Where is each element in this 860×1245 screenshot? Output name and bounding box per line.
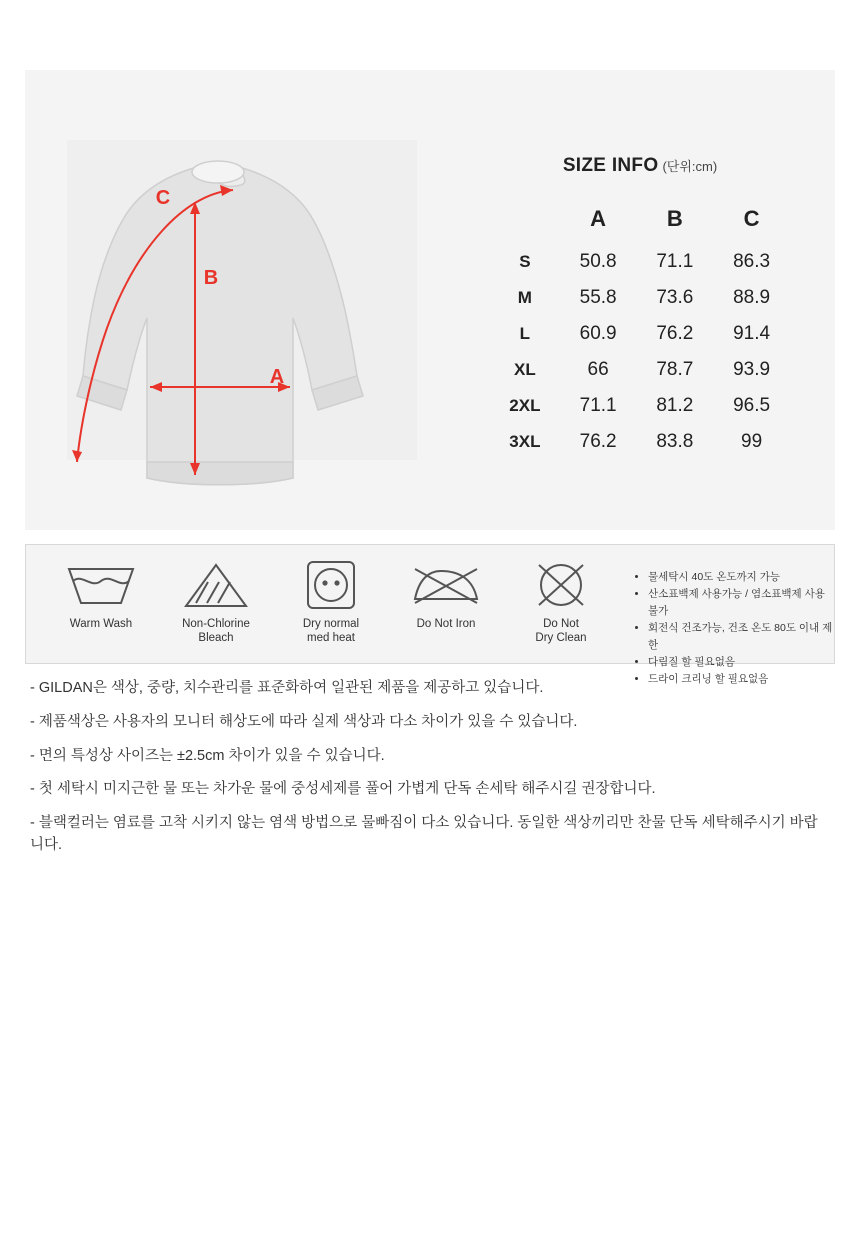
size-value-a: 60.9: [579, 323, 617, 344]
care-icon-row: [46, 557, 616, 646]
table-row: [490, 388, 790, 424]
size-value-c: 88.9: [733, 287, 771, 308]
size-label: XL: [514, 360, 536, 379]
care-item-do-not-dry-clean: [506, 557, 616, 646]
size-value-a: 71.1: [579, 395, 617, 416]
size-table-header-b: B: [666, 206, 683, 231]
garment-diagram: [55, 90, 455, 520]
care-caption-line1: Warm Wash: [69, 618, 133, 630]
care-caption-line2: Dry Clean: [535, 632, 587, 645]
size-table-header-size: [490, 199, 560, 244]
disclaimer-notes: [30, 678, 830, 869]
disclaimer-line: - 블랙컬러는 염료를 고착 시키지 않는 염색 방법으로 물빠짐이 다소 있습니다. 동일한 색상끼리만 찬물 단독 세탁해주시기 바랍니다.: [30, 815, 818, 853]
size-value-c: 99: [741, 431, 763, 452]
diagram-label-c: C: [155, 187, 171, 209]
care-caption: [391, 617, 501, 631]
care-caption: [46, 617, 156, 631]
do-not-dry-clean-icon: [506, 557, 616, 613]
table-row: [490, 316, 790, 352]
care-caption: [506, 617, 616, 646]
size-label: 2XL: [509, 396, 541, 415]
size-value-c: 91.4: [733, 323, 771, 344]
non-chlorine-bleach-icon: [161, 557, 271, 613]
size-value-b: 76.2: [656, 323, 694, 344]
list-item: • 다림질 할 필요없음: [648, 654, 834, 671]
size-info-unit: (단위:cm): [662, 159, 718, 174]
disclaimer-line: - 제품색상은 사용자의 모니터 해상도에 따라 실제 색상과 다소 차이가 있을 수 있습니다.: [30, 713, 578, 730]
size-table: [490, 199, 790, 460]
size-value-b: 83.8: [656, 431, 694, 452]
list-item: • 드라이 크리닝 할 필요없음: [648, 671, 834, 688]
list-item: • 물세탁시 40도 온도까지 가능: [648, 569, 834, 586]
care-caption-line1: Non-Chlorine: [182, 618, 250, 630]
table-row: [490, 424, 790, 460]
table-row: [490, 352, 790, 388]
size-label: S: [519, 252, 531, 271]
list-item: • 산소표백제 사용가능 / 염소표백제 사용불가: [648, 586, 834, 620]
tumble-dry-normal-med-heat-icon: [276, 557, 386, 613]
size-value-a: 55.8: [579, 287, 617, 308]
care-caption-line1: Do Not Iron: [416, 618, 476, 630]
care-item-warm-wash: [46, 557, 156, 646]
size-info-title: [455, 155, 825, 177]
size-value-b: 78.7: [656, 359, 694, 380]
care-caption: [276, 617, 386, 646]
diagram-label-b: B: [203, 267, 219, 289]
care-caption-line1: Dry normal: [302, 618, 360, 630]
size-value-b: 71.1: [656, 251, 694, 272]
warm-wash-icon: [46, 557, 156, 613]
care-item-dry-normal-med-heat: [276, 557, 386, 646]
care-caption: [161, 617, 271, 646]
disclaimer-line: - GILDAN은 색상, 중량, 치수관리를 표준화하여 일관된 제품을 제공하고 있습니다.: [30, 680, 544, 696]
care-instructions-panel: [25, 544, 835, 685]
do-not-iron-icon: [391, 557, 501, 613]
size-value-a: 76.2: [579, 431, 617, 452]
care-caption-line1: Do Not: [543, 618, 579, 630]
care-item-non-chlorine-bleach: [161, 557, 271, 646]
care-notes: [634, 569, 834, 688]
size-table-header-c: C: [743, 206, 760, 231]
size-label: 3XL: [509, 432, 541, 451]
care-caption-line2: Bleach: [198, 632, 234, 645]
size-value-c: 86.3: [733, 251, 771, 272]
list-item: • 회전식 건조가능, 건조 온도 80도 이내 제한: [648, 620, 834, 654]
size-label: M: [517, 288, 532, 307]
care-item-do-not-iron: [391, 557, 501, 646]
size-label: L: [519, 324, 531, 343]
table-row: [490, 280, 790, 316]
size-table-header-a: A: [590, 206, 607, 231]
disclaimer-line: - 첫 세탁시 미지근한 물 또는 차가운 물에 중성세제를 풀어 가볍게 단독 손세탁 해주시길 권장합니다.: [30, 781, 656, 798]
size-value-a: 50.8: [579, 251, 617, 272]
size-value-c: 93.9: [733, 359, 771, 380]
size-value-b: 73.6: [656, 287, 694, 308]
size-info-title-main: SIZE INFO: [562, 155, 659, 176]
diagram-label-a: A: [269, 366, 285, 388]
disclaimer-line: - 면의 특성상 사이즈는 ±2.5cm 차이가 있을 수 있습니다.: [30, 747, 385, 764]
size-value-b: 81.2: [656, 395, 694, 416]
size-table-container: [455, 155, 825, 460]
size-value-a: 66: [587, 359, 609, 380]
size-info-panel: [25, 70, 835, 530]
size-value-c: 96.5: [733, 395, 771, 416]
table-row: [490, 244, 790, 280]
size-table-header-row: [490, 199, 790, 244]
care-caption-line2: med heat: [307, 632, 355, 645]
